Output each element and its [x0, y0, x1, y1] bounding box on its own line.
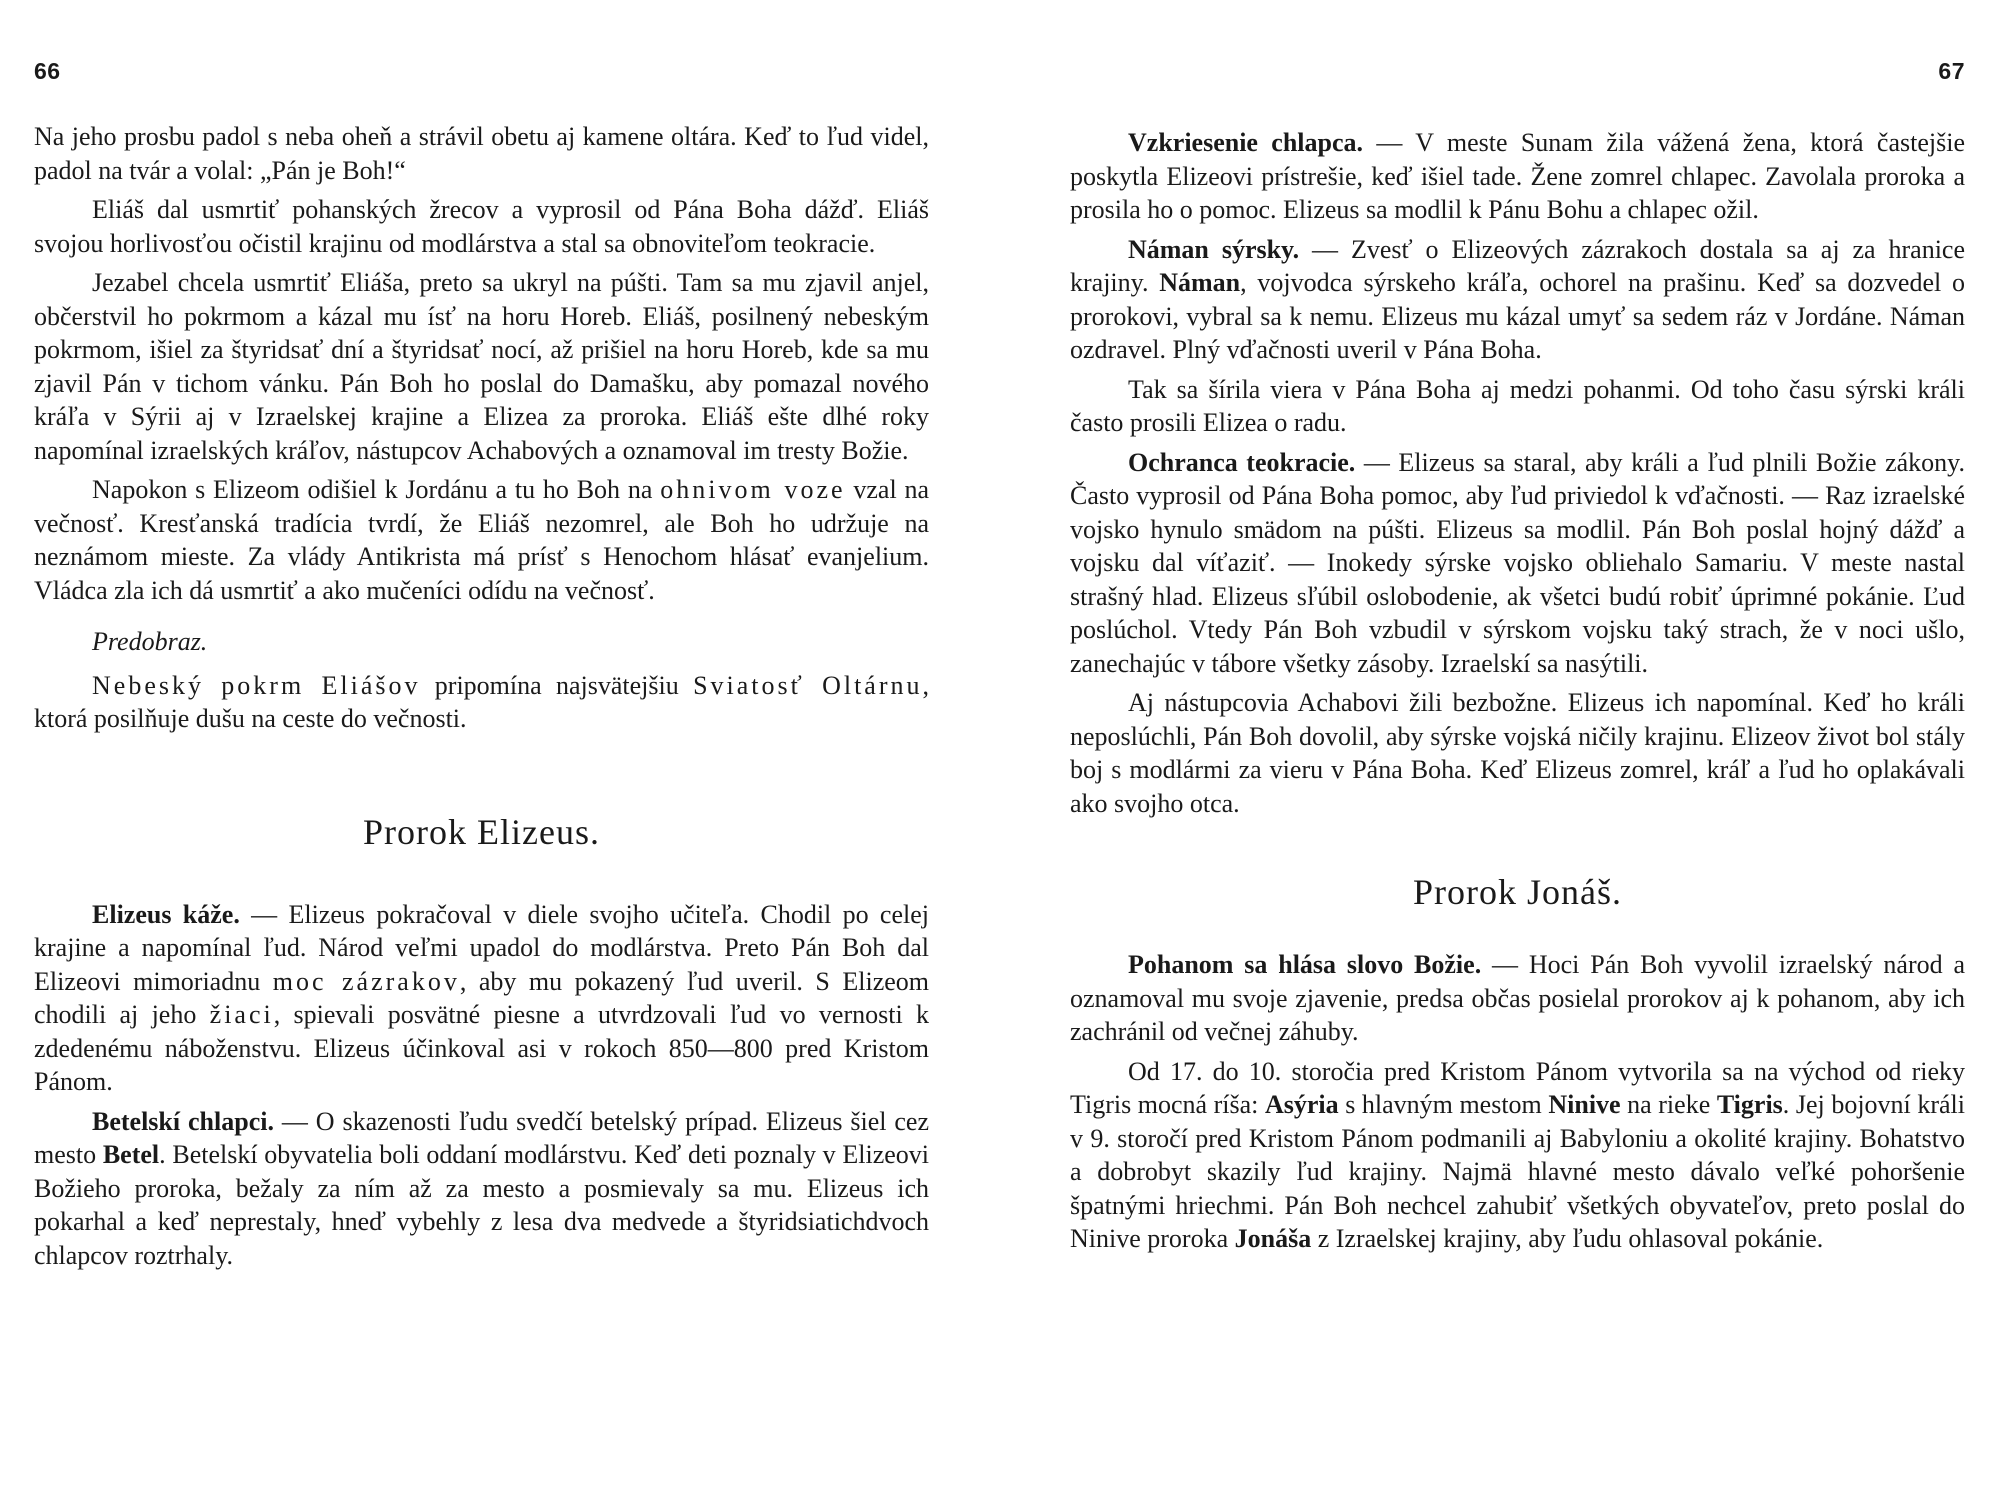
- paragraph: [1070, 1055, 1965, 1256]
- text-run: , spievali posvätné piesne a utvrdzovali ľud vo vernosti k zdedenému náboženstvu. Elizeus účinkoval asi v rokoch 850—800 pred Kristom Pánom.: [34, 1000, 929, 1096]
- paragraph: Jezabel chcela usmrtiť Eliáša, preto sa ukryl na púšti. Tam sa mu zjavil anjel, občerstvil ho pokrmom a kázal mu ísť na horu Horeb. Eliáš, posilnený nebeským pokrmom, išiel za štyridsať dní a štyridsať nocí, až prišiel na horu Horeb, kde sa mu zjavil Pán v tichom vánku. Pán Boh ho poslal do Damašku, aby pomazal nového kráľa v Sýrii aj v Izraelskej krajine a Elizea za proroka. Eliáš ešte dlhé roky napomínal izraelských kráľov, nástupcov Achabových a oznamoval im tresty Božie.: [34, 268, 929, 465]
- text-run: s hlavným mestom: [1338, 1090, 1549, 1119]
- text-run: . Betelskí obyvatelia boli oddaní modlárstvu. Keď deti poznaly v Elizeovi Božieho proroka, bežaly za ním až za mesto a posmievaly sa mu. Elizeus ich pokarhal a keď neprestaly, hneď vybehly z lesa dva medvede a štyridsiatichdvoch chlapcov roztrhaly.: [34, 1140, 930, 1270]
- page-number-left: 66: [34, 58, 61, 84]
- paragraph: [34, 898, 929, 1099]
- paragraph-lead: Betelskí chlapci.: [92, 1106, 274, 1136]
- text-run: — Elizeus pokračoval v diele svojho učiteľa. Chodil po celej krajine a napomínal ľud. Národ veľmi upadol do modlárstva. Preto Pán Boh dal Elizeovi mimoriadnu: [34, 899, 929, 996]
- text-run: z Izraelskej krajiny, aby ľudu ohlasoval pokánie.: [1311, 1224, 1824, 1253]
- text-run: , aby mu pokazený ľud uveril. S Elizeom chodili aj jeho: [34, 966, 930, 1029]
- section-heading-elizeus: Prorok Elizeus.: [363, 811, 600, 852]
- text-run: Napokon s Elizeom odišiel k Jordánu a tu ho Boh na: [92, 475, 661, 504]
- text-run: pripomína najsvätejšiu: [420, 670, 694, 700]
- emphasis-text: Tigris: [1716, 1090, 1783, 1119]
- paragraph: [1070, 446, 1965, 681]
- section-heading-jonas: Prorok Jonáš.: [1413, 872, 1622, 912]
- emphasis-text: Ninive: [1548, 1090, 1621, 1119]
- text-run: , ktorá posilňuje dušu na ceste do večnosti.: [34, 670, 929, 733]
- paragraph: [34, 1105, 929, 1273]
- paragraph-lead: Vzkriesenie chlapca.: [1128, 128, 1364, 157]
- emphasis-text: Náman: [1159, 268, 1241, 297]
- paragraph: [34, 669, 929, 736]
- paragraph: Aj nástupcovia Achabovi žili bezbožne. Elizeus ich napomínal. Keď ho králi neposlúchli, Pán Boh dovolil, aby sýrske vojská ničily krajinu. Elizeov život bol stály boj s modlármi za vieru v Pána Boha. Keď Elizeus zomrel, kráľ a ľud ho oplakávali ako svojho otca.: [1070, 688, 1965, 818]
- right-page: [1070, 0, 1965, 1500]
- text-run: — V meste Sunam žila vážená žena, ktorá častejšie poskytla Elizeovi prístrešie, keď išiel tade. Žene zomrel chlapec. Zavolala proroka a prosila ho o pomoc. Elizeus sa modlil k Pánu Bohu a chlapec ožil.: [1070, 128, 1965, 224]
- emphasis-text: Sviatosť Oltárnu: [693, 670, 923, 700]
- emphasis-text: Nebeský pokrm Eliášov: [92, 670, 421, 700]
- text-run: — Hoci Pán Boh vyvolil izraelský národ a oznamoval mu svoje zjavenie, predsa občas posielal prorokov aj k pohanom, aby ich zachránil od večnej záhuby.: [1070, 950, 1965, 1046]
- paragraph: [1070, 233, 1965, 367]
- text-run: . Jej bojovní králi v 9. storočí pred Kristom Pánom podmanili aj Babyloniu a okolité krajiny. Bohatstvo a dobrobyt skazily ľud krajiny. Najmä hlavné mesto dávalo veľké pohoršenie špatnými hriechmi. Pán Boh nechcel zahubiť všetkých obyvateľov, preto poslal do Ninive proroka: [1070, 1090, 1965, 1253]
- text-run: — Zvesť o Elizeových zázrakoch dostala sa aj za hranice krajiny.: [1070, 234, 1965, 297]
- left-page-text: [34, 120, 929, 1278]
- emphasis-text: žiaci: [209, 1000, 274, 1029]
- emphasis-text: moc zázrakov: [272, 966, 460, 996]
- text-run: — Elizeus sa staral, aby králi a ľud plnili Božie zákony. Často vyprosil od Pána Boha pomoc, aby ľud priviedol k vďačnosti. — Raz izraelské vojsko hynulo smädom na púšti. Elizeus sa modlil. Pán Boh poslal hojný dážď a vojsku dal víťaziť. — Inokedy sýrske vojsko obliehalo Samariu. V meste nastal strašný hlad. Elizeus sľúbil oslobodenie, ak všetci budú robiť úprimné pokánie. Ľud poslúchol. Vtedy Pán Boh vzbudil v sýrskom vojsku taký strach, že v noci ušlo, zanechajúc v tábore všetky zásoby. Izraelskí sa nasýtili.: [1070, 447, 1965, 678]
- predobraz-label: Predobraz.: [92, 627, 208, 656]
- emphasis-text: Asýria: [1264, 1090, 1339, 1119]
- paragraph-lead: Ochranca teokracie.: [1128, 447, 1356, 477]
- text-run: , vojvodca sýrskeho kráľa, ochorel na prašinu. Keď sa dozvedel o prorokovi, vybral sa k nemu. Elizeus mu kázal umyť sa sedem ráz v Jordáne. Náman ozdravel. Plný vďačnosti uveril v Pána Boha.: [1070, 268, 1965, 364]
- paragraph-lead: Náman sýrsky.: [1128, 234, 1300, 264]
- paragraph-lead: Pohanom sa hlása slovo Božie.: [1128, 950, 1482, 979]
- text-run: Od 17. do 10. storočia pred Kristom Pánom vytvorila sa na východ od rieky Tigris mocná ríša:: [1070, 1056, 1965, 1119]
- paragraph-lead: Elizeus káže.: [92, 899, 240, 929]
- paragraph: Na jeho prosbu padol s neba oheň a strávil obetu aj kamene oltára. Keď to ľud videl, padol na tvár a volal: „Pán je Boh!“: [34, 122, 929, 185]
- paragraph: [1070, 126, 1965, 227]
- right-page-text: [1070, 126, 1965, 1262]
- paragraph: [34, 473, 929, 607]
- emphasis-text: Jonáša: [1234, 1224, 1312, 1253]
- text-run: na rieke: [1620, 1090, 1717, 1119]
- left-page: [34, 0, 929, 1500]
- text-run: — O skazenosti ľudu svedčí betelský prípad. Elizeus šiel cez mesto: [34, 1106, 929, 1169]
- page-number-right: 67: [1938, 58, 1965, 84]
- paragraph: Eliáš dal usmrtiť pohanských žrecov a vyprosil od Pána Boha dážď. Eliáš svojou horlivosťou očistil krajinu od modlárstva a stal sa obnoviteľom teokracie.: [34, 195, 929, 258]
- paragraph: Tak sa šírila viera v Pána Boha aj medzi pohanmi. Od toho času sýrski králi často prosili Elizea o radu.: [1070, 374, 1965, 437]
- emphasis-text: Betel: [102, 1140, 160, 1169]
- paragraph: [1070, 948, 1965, 1049]
- emphasis-text: ohnivom voze: [660, 475, 846, 504]
- text-run: vzal na večnosť. Kresťanská tradícia tvrdí, že Eliáš nezomrel, ale Boh ho udržuje na neznámom mieste. Za vlády Antikrista má prísť s Henochom hlásať evanjelium. Vládca zla ich dá usmrtiť a ako mučeníci odídu na večnosť.: [34, 475, 930, 605]
